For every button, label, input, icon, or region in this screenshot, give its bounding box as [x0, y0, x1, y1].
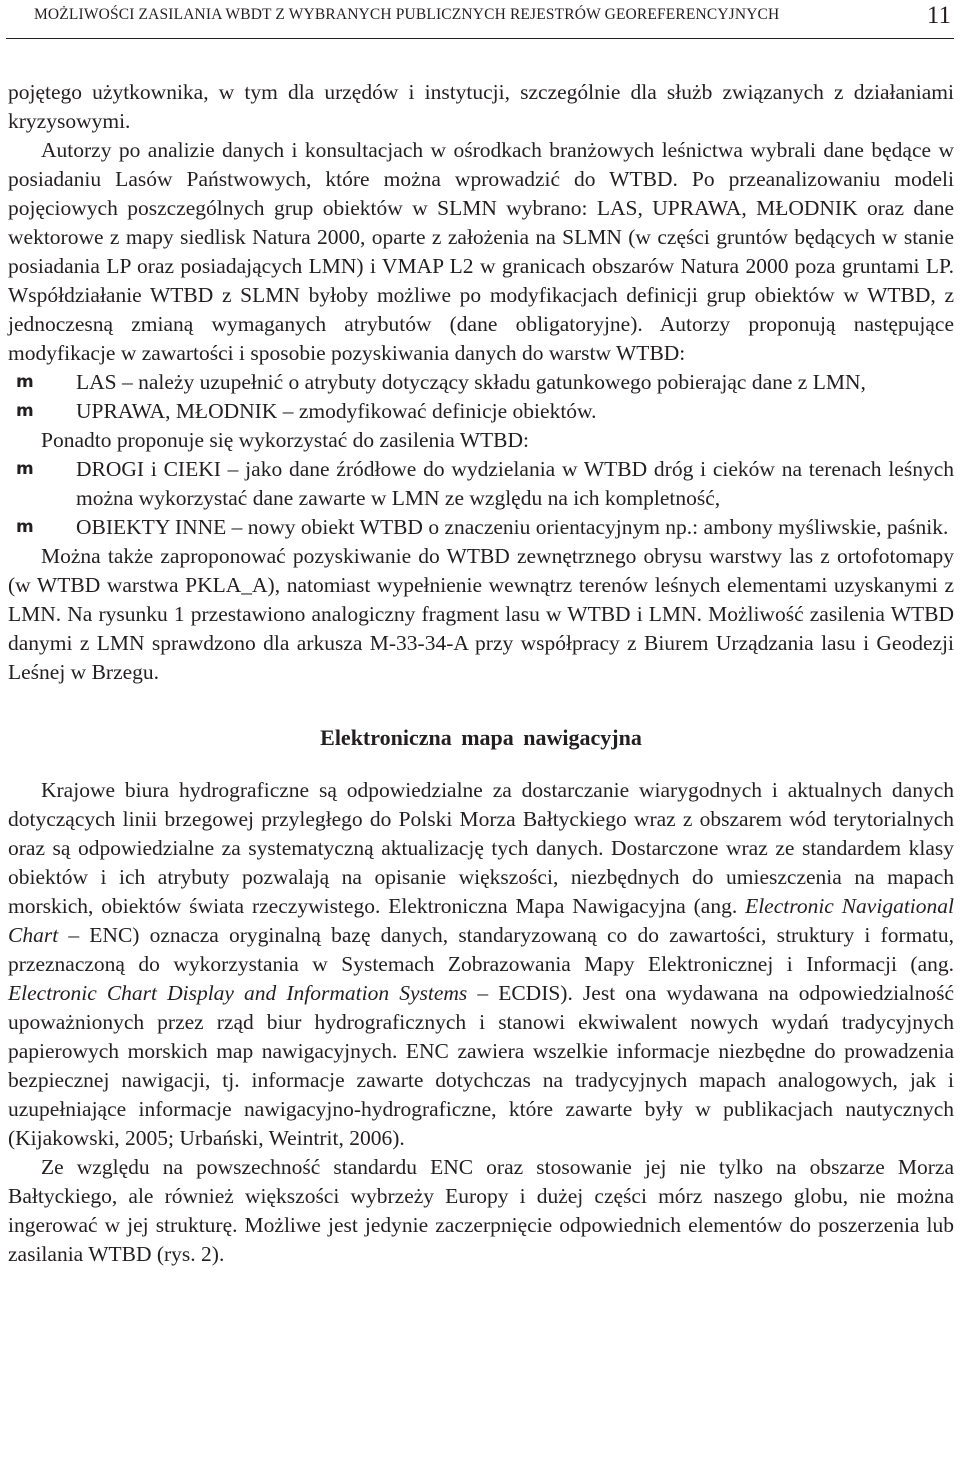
- running-title: MOŻLIWOŚCI ZASILANIA WBDT Z WYBRANYCH PUBLICZNYCH REJESTRÓW GEOREFERENCYJNYCH: [34, 6, 780, 23]
- bullet-icon: m: [16, 517, 34, 537]
- modifications-list: [8, 368, 954, 426]
- text-run: Krajowe biura hydrograficzne są odpowiedzialne za dostarczanie wiarygodnych i aktualnych danych dotyczących linii brzegowej przyległego do Polski Morza Bałtyckiego wraz z obszarem wód terytorialnych oraz są odpowiedzialne za systematyczną aktualizację tych danych. Dostarczone wraz ze standardem klasy obiektów i ich atrybuty pozwalają na opisanie większości, niezbędnych do umieszczenia na mapach morskich, obiektów świata rzeczywistego. Elektroniczna Mapa Nawigacyjna (ang.: [8, 778, 954, 918]
- paragraph-enc-intro: [8, 776, 954, 1153]
- paragraph-enc-standard: Ze względu na powszechność standardu ENC oraz stosowanie jej nie tylko na obszarze Morza Bałtyckiego, ale również większości wybrzeży Europy i dużej części mórz naszego globu, nie można ingerować w jej strukturę. Możliwe jest jedynie zaczerpnięcie odpowiednich elementów do poszerzenia lub zasilania WTBD (rys. 2).: [8, 1155, 954, 1266]
- list-item: [8, 455, 954, 513]
- paragraph-orthophoto: Można także zaproponować pozyskiwanie do WTBD zewnętrznego obrysu warstwy las z ortofotomapy (w WTBD warstwa PKLA_A), natomiast wypełnienie wewnątrz terenów leśnych elementami uzyskanymi z LMN. Na rysunku 1 przestawiono analogiczny fragment lasu w WTBD i LMN. Możliwość zasilenia WTBD danymi z LMN sprawdzono dla arkusza M-33-34-A przy współpracy z Biurem Urządzania lasu i Geodezji Leśnej w Brzegu.: [8, 544, 954, 684]
- list-item: [8, 513, 954, 542]
- bullet-icon: m: [16, 459, 34, 479]
- list-item-text: LAS – należy uzupełnić o atrybuty dotyczący składu gatunkowego pobierając dane z LMN,: [76, 370, 866, 394]
- text-run: – ENC) oznacza oryginalną bazę danych, standaryzowaną co do zawartości, struktury i formatu, przeznaczoną do wykorzystania w Systemach Zobrazowania Mapy Elektronicznej i Informacji (ang.: [8, 923, 954, 976]
- additional-sources-list: [8, 455, 954, 542]
- list-item-text: DROGI i CIEKI – jako dane źródłowe do wydzielania w WTBD dróg i cieków na terenach leśnych można wykorzystać dane zawarte w LMN ze względu na ich kompletność,: [76, 457, 954, 510]
- running-header: [6, 0, 954, 39]
- list-item-text: OBIEKTY INNE – nowy obiekt WTBD o znaczeniu orientacyjnym np.: ambony myśliwskie, paśnik.: [76, 515, 949, 539]
- article-body: [8, 78, 954, 1269]
- text-run: – ECDIS). Jest ona wydawana na odpowiedzialność upoważnionych przez rząd biur hydrograficznych i stanowi ekwiwalent nowych wydań tradycyjnych papierowych morskich map nawigacyjnych. ENC zawiera wszelkie informacje niezbędne do prowadzenia bezpiecznej nawigacji, tj. informacje zawarte dotychczas na tradycyjnych mapach analogowych, jak i uzupełniające informacje nawigacyjno-hydrograficzne, które zawarte były w publikacjach nautycznych (Kijakowski, 2005; Urbański, Weintrit, 2006).: [8, 981, 955, 1150]
- section-heading: Elektroniczna mapa nawigacyjna: [320, 725, 642, 750]
- list-item: [8, 368, 954, 397]
- paragraph-continuation: pojętego użytkownika, w tym dla urzędów i instytucji, szczególnie dla służb związanych z działaniami kryzysowymi.: [8, 80, 954, 133]
- page-number: 11: [926, 2, 951, 29]
- paragraph-additional-sources: Ponadto proponuje się wykorzystać do zasilenia WTBD:: [41, 428, 530, 452]
- italic-term: Electronic Navigational Chart: [8, 894, 954, 947]
- list-item-text: UPRAWA, MŁODNIK – zmodyfikować definicje obiektów.: [76, 399, 597, 423]
- paragraph-authors-analysis: Autorzy po analizie danych i konsultacjach w ośrodkach branżowych leśnictwa wybrali dane będące w posiadaniu Lasów Państwowych, które można wprowadzić do WTBD. Po przeanalizowaniu modeli pojęciowych poszczególnych grup obiektów w SLMN wybrano: LAS, UPRAWA, MŁODNIK oraz dane wektorowe z mapy siedlisk Natura 2000, oparte z założenia na SLMN (w części gruntów będących w stanie posiadania LP oraz posiadających LMN) i VMAP L2 w granicach obszarów Natura 2000 poza gruntami LP. Współdziałanie WTBD z SLMN byłoby możliwe po modyfikacjach definicji grup obiektów w WTBD, z jednoczesną zmianą wymaganych atrybutów (dane obligatoryjne). Autorzy proponują następujące modyfikacje w zawartości i sposobie pozyskiwania danych do warstw WTBD:: [8, 138, 954, 365]
- list-item: [8, 397, 954, 426]
- bullet-icon: m: [16, 372, 34, 392]
- italic-term: Electronic Chart Display and Information Systems: [8, 981, 468, 1005]
- bullet-icon: m: [16, 401, 34, 421]
